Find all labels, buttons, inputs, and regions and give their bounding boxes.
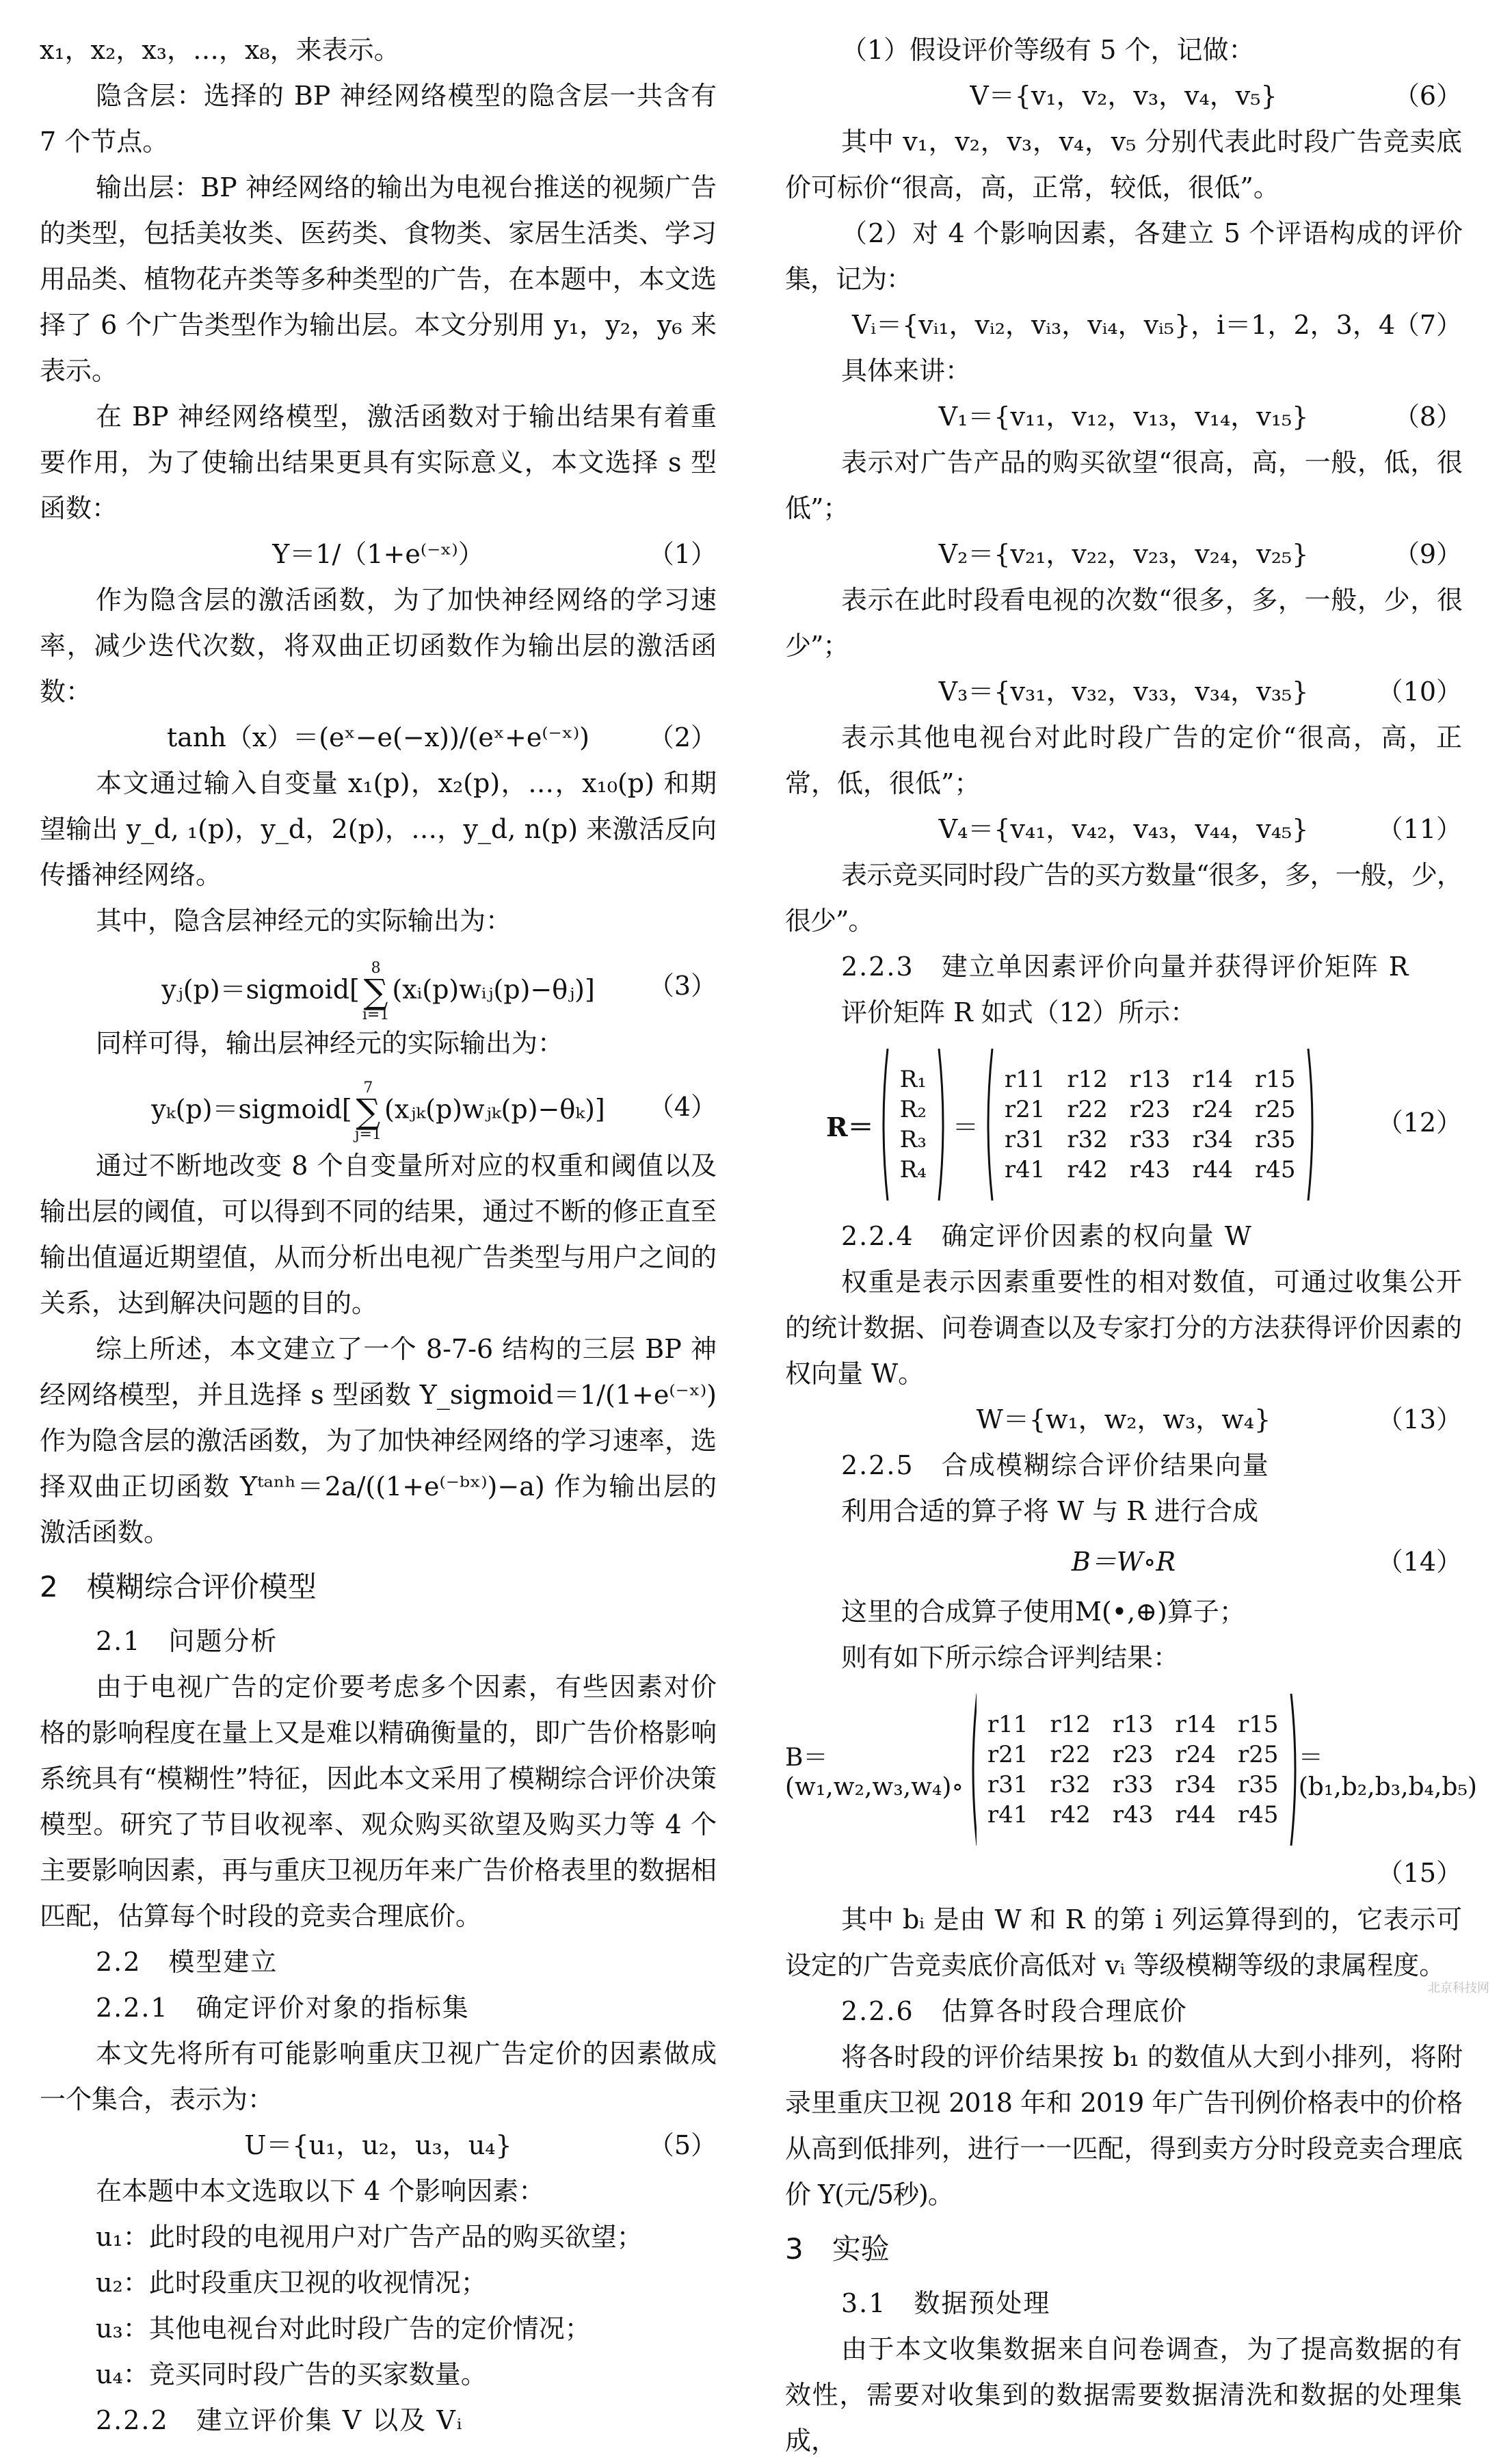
matrix-cell: r13 xyxy=(1112,1711,1154,1738)
paragraph: （2）对 4 个影响因素，各建立 5 个评语构成的评价集，记为： xyxy=(785,218,1462,294)
equation-7: Vᵢ＝{vᵢ₁，vᵢ₂，vᵢ₃，vᵢ₄，vᵢ₅}，i＝1，2，3，4 （7） xyxy=(785,302,1462,348)
paragraph: 由于电视广告的定价要考虑多个因素，有些因素对价格的影响程度在量上又是难以精确衡量的，即广告价格影响系统具有“模糊性”特征，因此本文采用了模糊综合评价决策模型。研究了节目收视率、观众购买欲望及购买力等 4 个主要影响因素，再与重庆卫视历年来广告价格表里的数据相匹配，估算每个时段的竞卖合理底价。 xyxy=(40,1672,717,1931)
right-paren xyxy=(938,1047,949,1202)
matrix-row xyxy=(977,1800,1290,1830)
section-heading-3: 3 实验 xyxy=(785,2232,890,2266)
right-paren xyxy=(1307,1047,1318,1202)
matrix-cell: r33 xyxy=(1129,1126,1171,1153)
equation-number: （7） xyxy=(1393,310,1462,340)
paragraph: 表示其他电视台对此时段广告的定价“很高，高，正常，低，很低”； xyxy=(785,722,1462,798)
right-column xyxy=(785,27,1477,2464)
matrix-cell: r33 xyxy=(1112,1771,1154,1798)
paragraph: 表示竞买同时段广告的买方数量“很多，多，一般，少，很少”。 xyxy=(785,860,1462,936)
r-vector xyxy=(889,1064,938,1185)
paragraph: 本文通过输入自变量 x₁(p)，x₂(p)，…，x₁₀(p) 和期望输出 y_d, ₁(p)，y_d，2(p)，…，y_d, n(p) 来激活反向传播神经网络。 xyxy=(40,768,717,890)
equation-4: yₖ(p)＝sigmoid[ 7 ∑ j=1 (xⱼₖ(p)wⱼₖ(p)−θₖ)] （4） xyxy=(151,1079,717,1143)
matrix-cell: r21 xyxy=(987,1741,1029,1768)
paragraph: 评价矩阵 R 如式（12）所示： xyxy=(841,997,1197,1027)
matrix-row xyxy=(994,1064,1307,1095)
left-paren xyxy=(878,1047,889,1202)
matrix-cell: r42 xyxy=(1050,1801,1091,1829)
subsection-heading-2-2-3: 2.2.3 建立单因素评价向量并获得评价矩阵 R xyxy=(841,952,1410,982)
paragraph: （1）假设评价等级有 5 个，记做： xyxy=(841,35,1255,65)
matrix-cell: r32 xyxy=(1050,1771,1091,1798)
equation-2: tanh（x）＝(eˣ−e(−x))/(eˣ+e⁽⁻ˣ⁾) （2） xyxy=(40,715,717,761)
equation-3: yⱼ(p)＝sigmoid[ 8 ∑ i=1 (xᵢ(p)wᵢⱼ(p)−θⱼ)] （3） xyxy=(161,960,717,1023)
r-matrix xyxy=(977,1709,1290,1830)
matrix-cell: r15 xyxy=(1237,1711,1279,1738)
right-paren xyxy=(1290,1692,1299,1847)
factor-item-u3: u₃：其他电视台对此时段广告的定价情况； xyxy=(96,2314,591,2344)
subsection-heading-3-1: 3.1 数据预处理 xyxy=(841,2288,1051,2318)
equation-8: V₁＝{v₁₁，v₁₂，v₁₃，v₁₄，v₁₅} （8） xyxy=(785,394,1462,440)
matrix-cell: r13 xyxy=(1129,1066,1171,1093)
paragraph: 综上所述，本文建立了一个 8-7-6 结构的三层 BP 神经网络模型，并且选择 s 型函数 Y_sigmoid＝1/(1+e⁽⁻ˣ⁾) 作为隐含层的激活函数，为了加快神经网络的学习速率，选择双曲正切函数 Yᵗᵃⁿʰ＝2a/((1+e⁽⁻ᵇˣ⁾)−a) 作为输出层的激活函数。 xyxy=(40,1334,717,1547)
paragraph: 作为隐含层的激活函数，为了加快神经网络的学习速率，减少迭代次数，将双曲正切函数作为输出层的激活函数： xyxy=(40,585,717,707)
matrix-row xyxy=(977,1770,1290,1800)
equation-number: （9） xyxy=(1393,539,1462,569)
equation-number: （12） xyxy=(1377,1108,1462,1138)
equation-number: （3） xyxy=(648,971,717,1001)
matrix-cell: r31 xyxy=(987,1771,1029,1798)
matrix-cell: r45 xyxy=(1254,1156,1296,1183)
matrix-cell: r11 xyxy=(987,1711,1029,1738)
matrix-cell: r42 xyxy=(1067,1156,1108,1183)
matrix-cell: r41 xyxy=(987,1801,1029,1829)
matrix-cell: r22 xyxy=(1067,1096,1108,1123)
matrix-row xyxy=(977,1740,1290,1770)
paragraph: 通过不断地改变 8 个自变量所对应的权重和阈值以及输出层的阈值，可以得到不同的结果，通过不断的修正直至输出值逼近期望值，从而分析出电视广告类型与用户之间的关系，达到解决问题的目的。 xyxy=(40,1151,717,1318)
matrix-cell: r44 xyxy=(1175,1801,1216,1829)
matrix-cell: r15 xyxy=(1254,1066,1296,1093)
subsection-heading-2-2-2: 2.2.2 建立评价集 V 以及 Vᵢ xyxy=(96,2405,464,2435)
equation-5: U＝{u₁，u₂，u₃，u₄} （5） xyxy=(40,2123,717,2168)
matrix-cell: r22 xyxy=(1050,1741,1091,1768)
paragraph: 其中 bᵢ 是由 W 和 R 的第 i 列运算得到的，它表示可设定的广告竞卖底价高低对 vᵢ 等级模糊等级的隶属程度。 xyxy=(785,1904,1462,1980)
matrix-cell: r45 xyxy=(1237,1801,1279,1829)
paragraph: 由于本文收集数据来自问卷调查，为了提高数据的有效性，需要对收集到的数据需要数据清洗和数据的处理集成， xyxy=(785,2334,1462,2456)
paragraph: 本文先将所有可能影响重庆卫视广告定价的因素做成一个集合，表示为： xyxy=(40,2039,717,2114)
matrix-cell: r23 xyxy=(1129,1096,1171,1123)
matrix-cell: r32 xyxy=(1067,1126,1108,1153)
equation-number: （10） xyxy=(1377,677,1462,707)
equation-10: V₃＝{v₃₁，v₃₂，v₃₃，v₃₄，v₃₅} （10） xyxy=(785,669,1462,715)
paragraph: 表示对广告产品的购买欲望“很高，高，一般，低，很低”； xyxy=(785,447,1462,523)
equation-6: V＝{v₁，v₂，v₃，v₄，v₅} （6） xyxy=(785,73,1462,119)
equation-number: （14） xyxy=(1377,1547,1462,1577)
matrix-cell: r43 xyxy=(1129,1156,1171,1183)
matrix-cell: r21 xyxy=(1004,1096,1046,1123)
paragraph: 这里的合成算子使用M(•,⊕)算子； xyxy=(841,1597,1245,1627)
paragraph: 将各时段的评价结果按 b₁ 的数值从大到小排列，将附录里重庆卫视 2018 年和 2019 年广告刊例价格表中的价格从高到低排列，进行一一匹配，得到卖方分时段竞卖合理底价 Y(元/5秒)。 xyxy=(785,2042,1462,2210)
equation-12: R＝ R₁ R₂ R₃ R₄ ＝ r11 r12 r13 r14 r15 r21 r22 r23 r24 r25 r31 r32 r33 r34 r35 r41 r42 r43 r44 r45 （12） xyxy=(785,1036,1462,1214)
equation-number: （13） xyxy=(1377,1404,1462,1434)
section-heading-2: 2 模糊综合评价模型 xyxy=(40,1570,317,1603)
matrix-row xyxy=(994,1125,1307,1155)
equation-9: V₂＝{v₂₁，v₂₂，v₂₃，v₂₄，v₂₅} （9） xyxy=(785,532,1462,577)
matrix-cell: r25 xyxy=(1237,1741,1279,1768)
matrix-cell: r14 xyxy=(1192,1066,1233,1093)
paragraph: 表示在此时段看电视的次数“很多，多，一般，少，很少”； xyxy=(785,585,1462,661)
matrix-cell: r35 xyxy=(1254,1126,1296,1153)
matrix-cell: r11 xyxy=(1004,1066,1046,1093)
equation-number: （11） xyxy=(1377,814,1462,844)
equation-13: W＝{w₁，w₂，w₃，w₄} （13） xyxy=(785,1397,1462,1443)
left-column xyxy=(40,27,717,2443)
matrix-cell: r31 xyxy=(1004,1126,1046,1153)
matrix-cell: r41 xyxy=(1004,1156,1046,1183)
matrix-cell: r34 xyxy=(1192,1126,1233,1153)
matrix-cell: r14 xyxy=(1175,1711,1216,1738)
equation-14: B＝W∘R （14） xyxy=(785,1534,1462,1589)
equation-number: （4） xyxy=(648,1092,717,1122)
equation-11: V₄＝{v₄₁，v₄₂，v₄₃，v₄₄，v₄₅} （11） xyxy=(785,807,1462,852)
matrix-row xyxy=(977,1709,1290,1740)
matrix-cell: r43 xyxy=(1112,1801,1154,1829)
watermark: 北京科技网 xyxy=(1428,1981,1489,1995)
paragraph: 则有如下所示综合评判结果： xyxy=(841,1642,1180,1673)
paragraph: 其中，隐含层神经元的实际输出为： xyxy=(96,906,512,936)
vector-cell: R₁ xyxy=(899,1066,927,1093)
matrix-cell: r34 xyxy=(1175,1771,1216,1798)
paragraph: 权重是表示因素重要性的相对数值，可通过收集公开的统计数据、问卷调查以及专家打分的方法获得评价因素的权向量 W。 xyxy=(785,1267,1462,1389)
vector-cell: R₄ xyxy=(899,1156,927,1183)
matrix-cell: r12 xyxy=(1067,1066,1108,1093)
matrix-cell: r44 xyxy=(1192,1156,1233,1183)
paragraph: 在本题中本文选取以下 4 个影响因素： xyxy=(96,2176,545,2206)
subsection-heading-2-2-5: 2.2.5 合成模糊综合评价结果向量 xyxy=(841,1450,1270,1480)
equation-1: Y＝1/（1+e⁽⁻ˣ⁾） （1） xyxy=(40,532,717,577)
matrix-cell: r12 xyxy=(1050,1711,1091,1738)
equation-15: B＝(w₁,w₂,w₃,w₄)∘ r11 r12 r13 r14 r15 r21 r22 r23 r24 r25 r31 r32 r33 r34 r35 r41 r42 r43 r44 r45 ＝(b₁,b₂,b₃,b₄,b₅) （15） xyxy=(785,1681,1462,1897)
paragraph: 具体来讲： xyxy=(841,356,972,386)
matrix-row xyxy=(994,1095,1307,1125)
matrix-cell: r24 xyxy=(1175,1741,1216,1768)
left-paren xyxy=(983,1047,994,1202)
matrix-cell: r25 xyxy=(1254,1096,1296,1123)
left-paren xyxy=(968,1692,977,1847)
paragraph: 利用合适的算子将 W 与 R 进行合成 xyxy=(841,1496,1258,1526)
paragraph: 输出层：BP 神经网络的输出为电视台推送的视频广告的类型，包括美妆类、医药类、食物类、家居生活类、学习用品类、植物花卉类等多种类型的广告，在本题中，本文选择了 6 个广告类型作为输出层。本文分别用 y₁，y₂，y₆ 来表示。 xyxy=(40,172,717,386)
subsection-heading-2-1: 2.1 问题分析 xyxy=(96,1626,278,1656)
paragraph: 其中 v₁，v₂，v₃，v₄，v₅ 分别代表此时段广告竞卖底价可标价“很高，高，正常，较低，很低”。 xyxy=(785,127,1462,202)
vector-cell: R₂ xyxy=(899,1096,927,1123)
factor-item-u4: u₄：竞买同时段广告的买家数量。 xyxy=(96,2359,487,2389)
r-matrix xyxy=(994,1064,1307,1185)
subsection-heading-2-2: 2.2 模型建立 xyxy=(96,1947,278,1977)
equation-number: （15） xyxy=(1377,1858,1462,1888)
factor-item-u1: u₁：此时段的电视用户对广告产品的购买欲望； xyxy=(96,2222,643,2252)
matrix-row xyxy=(994,1155,1307,1185)
paragraph: x₁，x₂，x₃，…，x₈，来表示。 xyxy=(40,35,400,65)
paragraph: 同样可得，输出层神经元的实际输出为： xyxy=(96,1028,564,1058)
matrix-cell: r35 xyxy=(1237,1771,1279,1798)
subsection-heading-2-2-6: 2.2.6 估算各时段合理底价 xyxy=(841,1996,1188,2026)
matrix-cell: r23 xyxy=(1112,1741,1154,1768)
equation-number: （1） xyxy=(648,539,717,569)
matrix-cell: r24 xyxy=(1192,1096,1233,1123)
equation-number: （6） xyxy=(1393,81,1462,111)
subsection-heading-2-2-4: 2.2.4 确定评价因素的权向量 W xyxy=(841,1221,1253,1251)
equation-number: （2） xyxy=(648,722,717,752)
paragraph: 隐含层：选择的 BP 神经网络模型的隐含层一共含有 7 个节点。 xyxy=(40,81,717,157)
vector-cell: R₃ xyxy=(899,1126,927,1153)
equation-number: （5） xyxy=(648,2130,717,2160)
equation-number: （8） xyxy=(1393,402,1462,432)
paragraph: 在 BP 神经网络模型，激活函数对于输出结果有着重要作用，为了使输出结果更具有实际意义，本文选择 s 型函数： xyxy=(40,402,717,523)
factor-item-u2: u₂：此时段重庆卫视的收视情况； xyxy=(96,2268,487,2298)
subsection-heading-2-2-1: 2.2.1 确定评价对象的指标集 xyxy=(96,1993,470,2023)
